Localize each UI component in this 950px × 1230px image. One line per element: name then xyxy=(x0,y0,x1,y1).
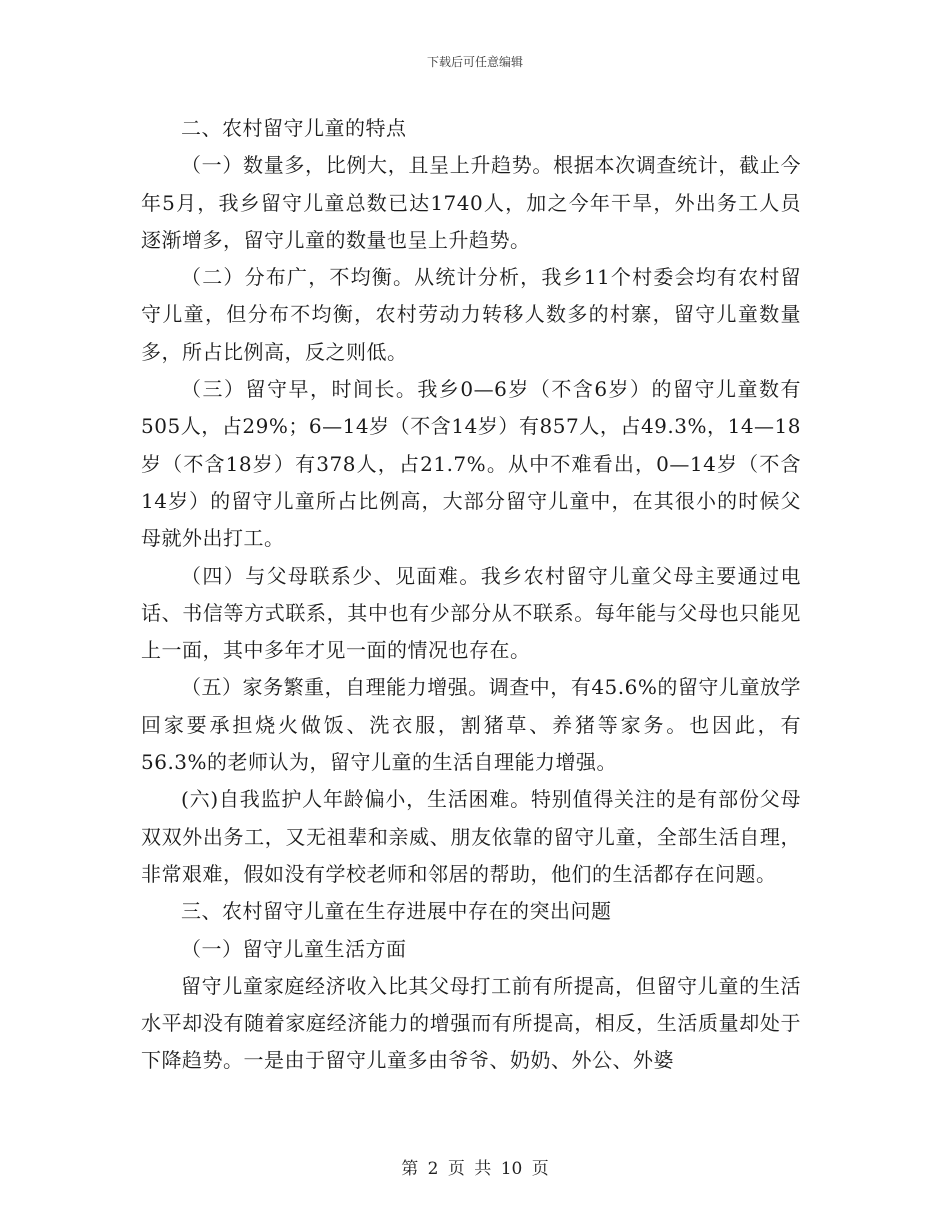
paragraph-characteristic-6: (六)自我监护人年龄偏小，生活困难。特别值得关注的是有部份父母双双外出务工，又无祖辈和亲威、朋友依靠的留守儿童，全部生活自理，非常艰难，假如没有学校老师和邻居的帮助，他们的生活都存在问题。 xyxy=(141,787,801,886)
paragraph-characteristic-1: （一）数量多，比例大，且呈上升趋势。根据本次调查统计，截止今年5月，我乡留守儿童总数已达1740人，加之今年干旱，外出务工人员逐渐增多，留守儿童的数量也呈上升趋势。 xyxy=(141,153,801,252)
paragraph-characteristic-2: （二）分布广，不均衡。从统计分析，我乡11个村委会均有农村留守儿童，但分布不均衡，农村劳动力转移人数多的村寨，留守儿童数量多，所占比例高，反之则低。 xyxy=(141,265,801,364)
section-heading-2: 二、农村留守儿童的特点 xyxy=(181,116,407,140)
paragraph-life: 留守儿童家庭经济收入比其父母打工前有所提高，但留守儿童的生活水平却没有随着家庭经济能力的增强而有所提高，相反，生活质量却处于下降趋势。一是由于留守儿童多由爷爷、奶奶、外公、外婆 xyxy=(141,973,801,1073)
subsection-heading-life: （一）留守儿童生活方面 xyxy=(181,936,407,961)
paragraph-characteristic-5: （五）家务繁重，自理能力增强。调查中，有45.6%的留守儿童放学回家要承担烧火做饭、洗衣服，割猪草、养猪等家务。也因此，有56.3%的老师认为，留守儿童的生活自理能力增强。 xyxy=(141,675,801,775)
paragraph-characteristic-3: （三）留守早，时间长。我乡0—6岁（不含6岁）的留守儿童数有505人，占29%；6—14岁（不含14岁）有857人，占49.3%，14—18岁（不含18岁）有378人，占21.7%。从中不难看出，0—14岁（不含14岁）的留守儿童所占比例高，大部分留守儿童中，在其很小的时候父母就外出打工。 xyxy=(141,377,801,551)
paragraph-characteristic-4: （四）与父母联系少、见面难。我乡农村留守儿童父母主要通过电话、书信等方式联系，其中也有少部分从不联系。每年能与父母也只能见上一面，其中多年才见一面的情况也存在。 xyxy=(141,563,801,663)
document-body xyxy=(141,110,801,1080)
page-footer: 第 2 页 共 10 页 xyxy=(401,1159,549,1179)
section-heading-3: 三、农村留守儿童在生存进展中存在的突出问题 xyxy=(181,899,612,924)
page-header: 下载后可任意编辑 xyxy=(426,55,523,69)
